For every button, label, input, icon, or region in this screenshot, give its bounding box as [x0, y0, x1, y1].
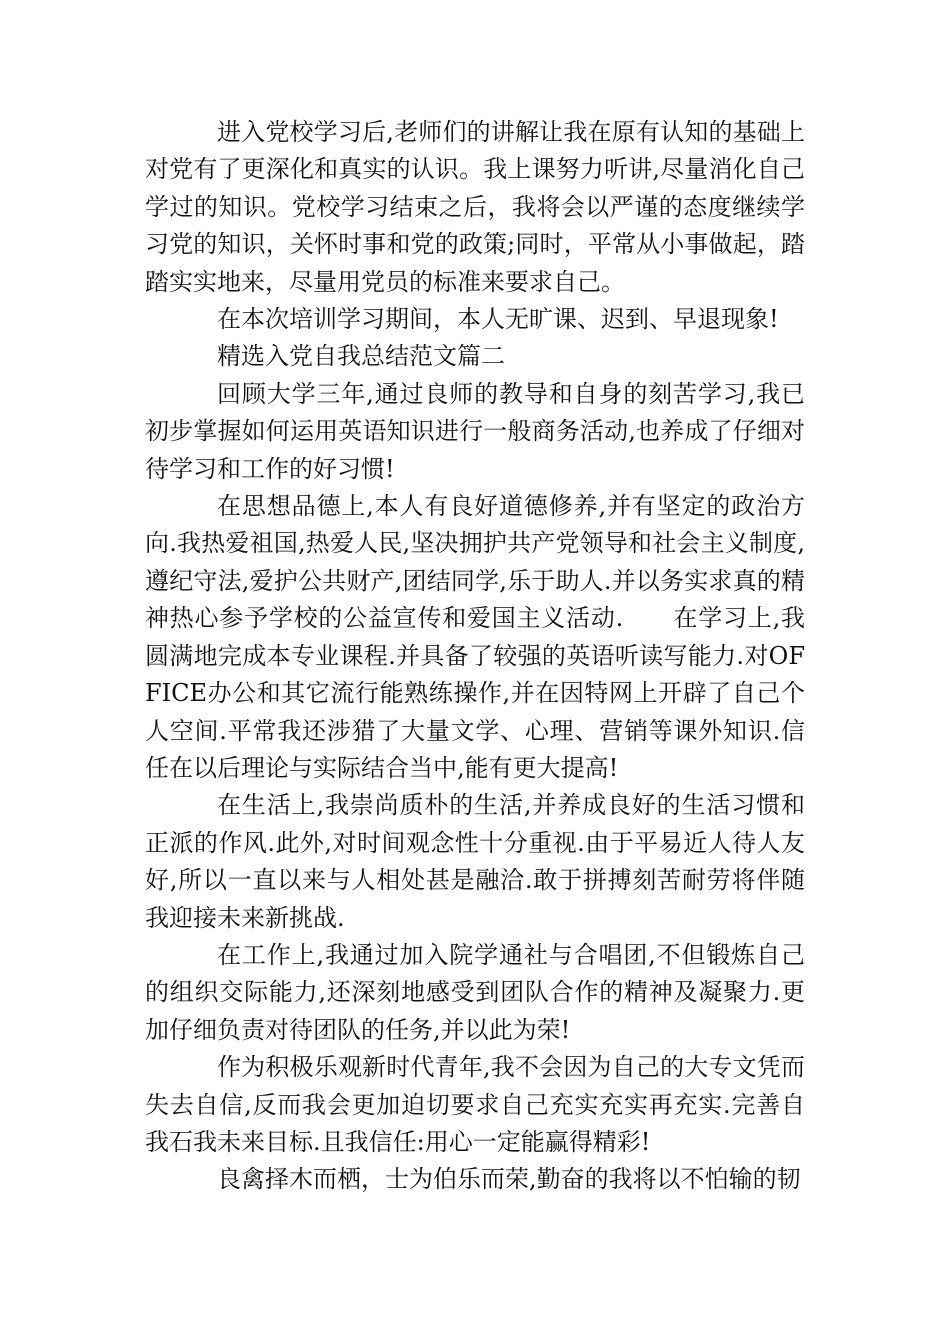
paragraph-party-school-study: 进入党校学习后,老师们的讲解让我在原有认知的基础上对党有了更深化和真实的认识。我上课努力听讲,尽量消化自己学过的知识。党校学习结束之后，我将会以严谨的态度继续学习党的知识，关怀时事和党的政策;同时，平常从小事做起，踏踏实实地来，尽量用党员的标准来要求自己。 [145, 118, 805, 296]
paragraph-closing: 良禽择木而栖，士为伯乐而荣,勤奋的我将以不怕输的韧 [217, 1165, 801, 1194]
paragraph-university-review: 回顾大学三年,通过良师的教导和自身的刻苦学习,我已初步掌握如何运用英语知识进行一般商务活动,也养成了仔细对待学习和工作的好习惯! [145, 379, 805, 483]
paragraph-attendance: 在本次培训学习期间，本人无旷课、迟到、早退现象! [217, 305, 779, 334]
section-heading: 精选入党自我总结范文篇二 [217, 342, 505, 371]
paragraph-moral-and-study: 在思想品德上,本人有良好道德修养,并有坚定的政治方向.我热爱祖国,热爱人民,坚决拥护共产党领导和社会主义制度,遵纪守法,爱护公共财产,团结同学,乐于助人.并以务实求真的精神热心参予学校的公益宣传和爱国主义活动. 在学习上,我圆满地完成本专业课程.并具备了较强的英语听读写能力.对OFFICE办公和其它流行能熟练操作,并在因特网上开辟了自己个人空间.平常我还涉猎了大量文学、心理、营销等课外知识.信任在以后理论与实际结合当中,能有更大提高! [145, 492, 805, 782]
paragraph-work: 在工作上,我通过加入院学通社与合唱团,不但锻炼自己的组织交际能力,还深刻地感受到团队合作的精神及凝聚力.更加仔细负责对待团队的任务,并以此为荣! [145, 940, 805, 1044]
paragraph-life: 在生活上,我崇尚质朴的生活,并养成良好的生活习惯和正派的作风.此外,对时间观念性十分重视.由于平易近人待人友好,所以一直以来与人相处甚是融洽.敢于拼搏刻苦耐劳将伴随我迎接未来新挑战. [145, 791, 805, 932]
paragraph-confidence: 作为积极乐观新时代青年,我不会因为自己的大专文凭而失去自信,反而我会更加迫切要求自己充实充实再充实.完善自我石我未来目标.且我信任:用心一定能赢得精彩! [145, 1053, 805, 1156]
document-body [145, 114, 805, 1199]
